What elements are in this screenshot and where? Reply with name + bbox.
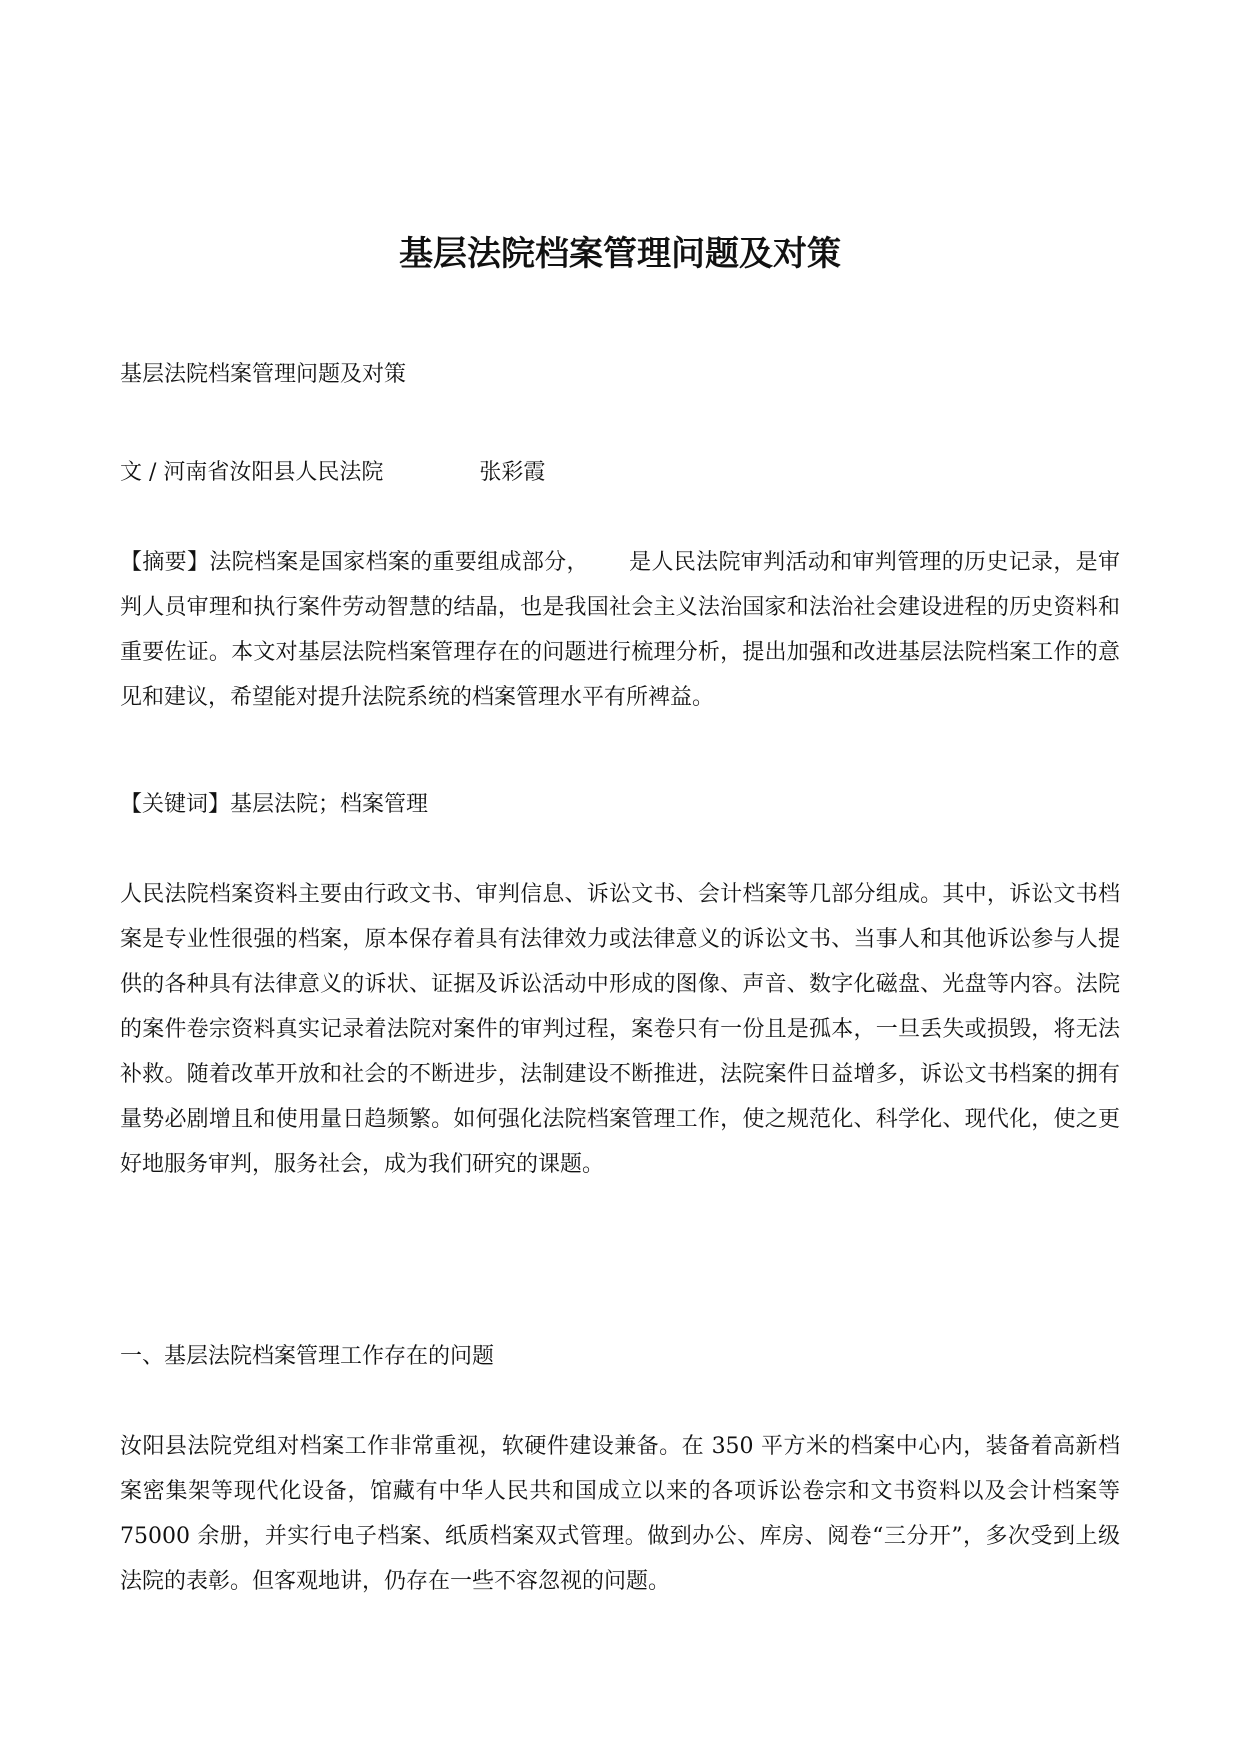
body-paragraph-1: 人民法院档案资料主要由行政文书、审判信息、诉讼文书、会计档案等几部分组成。其中，诉讼文书档案是专业性很强的档案，原本保存着具有法律效力或法律意义的诉讼文书、当事人和其他诉讼参与人提供的各种具有法律意义的诉状、证据及诉讼活动中形成的图像、声音、数字化磁盘、光盘等内容。法院的案件卷宗资料真实记录着法院对案件的审判过程，案卷只有一份且是孤本，一旦丢失或损毁，将无法补救。随着改革开放和社会的不断进步，法制建设不断推进，法院案件日益增多，诉讼文书档案的拥有量势必剧增且和使用量日趋频繁。如何强化法院档案管理工作，使之规范化、科学化、现代化，使之更好地服务审判，服务社会，成为我们研究的课题。 — [120, 882, 1120, 1177]
keywords-label: 【关键词】 — [120, 792, 231, 817]
keywords-text: 基层法院；档案管理 — [230, 792, 429, 817]
byline-affiliation: 文 / 河南省汝阳县人民法院 — [120, 460, 384, 485]
section-heading-1: 一、基层法院档案管理工作存在的问题 — [120, 1344, 495, 1369]
byline-author: 张彩霞 — [479, 460, 546, 485]
document-title: 基层法院档案管理问题及对策 — [399, 234, 841, 274]
body-paragraph-2: 汝阳县法院党组对档案工作非常重视，软硬件建设兼备。在 350 平方米的档案中心内，装备着高新档案密集架等现代化设备，馆藏有中华人民共和国成立以来的各项诉讼卷宗和文书资料以及会计档案等 75000 余册，并实行电子档案、纸质档案双式管理。做到办公、库房、阅卷“三分开”，多次受到上级法院的表彰。但客观地讲，仍存在一些不容忽视的问题。 — [120, 1434, 1120, 1594]
keywords-paragraph — [120, 782, 1120, 827]
abstract-text-part2: 是人民法院审判活动和审判管理的历史记录，是审判人员审理和执行案件劳动智慧的结晶，也是我国社会主义法治国家和法治社会建设进程的历史资料和重要佐证。本文对基层法院档案管理存在的问题进行梳理分析，提出加强和改进基层法院档案工作的意见和建议，希望能对提升法院系统的档案管理水平有所裨益。 — [120, 550, 1120, 710]
abstract-label: 【摘要】 — [120, 550, 210, 575]
abstract-paragraph — [120, 540, 1120, 720]
byline — [120, 450, 1120, 495]
document-subtitle: 基层法院档案管理问题及对策 — [120, 362, 407, 387]
abstract-text-part1: 法院档案是国家档案的重要组成部分， — [209, 550, 589, 575]
